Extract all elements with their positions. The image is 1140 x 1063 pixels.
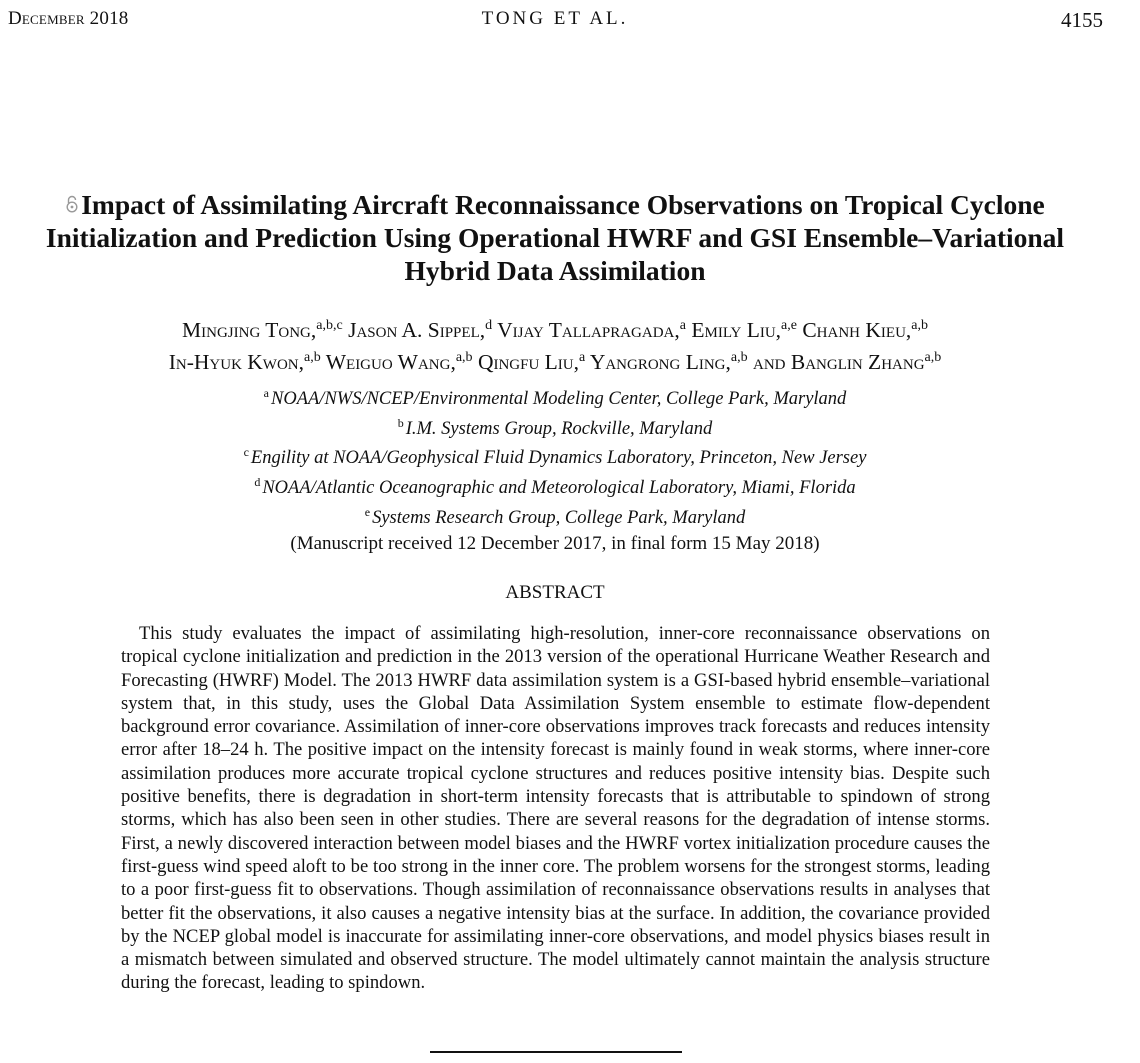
- page-number: 4155: [1061, 8, 1103, 32]
- manuscript-dates: (Manuscript received 12 December 2017, in final form 15 May 2018): [290, 533, 820, 554]
- article-title-text: Impact of Assimilating Aircraft Reconnaissance Observations on Tropical Cyclone Initialization and Prediction Using Operational HWRF and GSI Ensemble–Variational Hybrid Data Assimilation: [45, 189, 1065, 286]
- affiliation: [0, 412, 1110, 442]
- abstract-text: This study evaluates the impact of assimilating high-resolution, inner-core reconnaissance observations on tropical cyclone initialization and prediction in the 2013 version of the operational Hurricane Weather Research and Forecasting (HWRF) Model. The 2013 HWRF data assimilation system is a GSI-based hybrid ensemble–variational system that, in this study, uses the Global Data Assimilation System ensemble to estimate flow-dependent background error covariance. Assimilation of inner-core observations improves track forecasts and reduces intensity error after 18–24 h. The positive impact on the intensity forecast is mainly found in weak storms, where inner-core assimilation produces more accurate tropical cyclone structures and reduces positive intensity bias. Despite such positive benefits, there is degradation in short-term intensity forecasts that is attributable to spindown of strong storms, which has also been seen in other studies. There are several reasons for the degradation of intense storms. First, a newly discovered interaction between model biases and the HWRF vortex initialization procedure causes the first-guess wind speed aloft to be too strong in the inner core. The problem worsens for the strongest storms, leading to a poor first-guess fit to observations. Though assimilation of reconnaissance observations results in analyses that better fit the observations, it also causes a negative intensity bias at the surface. In addition, the covariance provided by the NCEP global model is inaccurate for assimilating inner-core observations, and model physics biases result in a mismatch between simulated and observed structure. The model ultimately cannot maintain the analysis structure during the forecast, leading to spindown.: [121, 623, 990, 994]
- affiliation-mark: d: [254, 474, 261, 489]
- open-access-lock-icon: [65, 188, 79, 208]
- affiliation-text: NOAA/NWS/NCEP/Environmental Modeling Center, College Park, Maryland: [271, 389, 847, 410]
- affiliation-mark: b: [397, 415, 404, 430]
- running-head-date: December 2018: [8, 8, 129, 29]
- author: Mingjing Tong,: [182, 318, 317, 343]
- author: Weiguo Wang,: [325, 350, 456, 375]
- author-affiliation-marks: a,b: [911, 318, 928, 333]
- affiliation: [0, 471, 1110, 501]
- author: Yangrong Ling,: [589, 350, 731, 375]
- affiliation-text: NOAA/Atlantic Oceanographic and Meteorological Laboratory, Miami, Florida: [262, 478, 856, 499]
- author-affiliation-marks: a,e: [781, 318, 797, 333]
- running-head-authors: TONG ET AL.: [481, 8, 629, 29]
- affiliation: [0, 501, 1110, 531]
- author: Vijay Tallapragada,: [497, 318, 680, 343]
- author: and Banglin Zhang: [752, 350, 925, 375]
- affiliation-mark: a: [263, 386, 269, 400]
- affiliation-text: Systems Research Group, College Park, Maryland: [372, 507, 746, 528]
- affiliation-mark: e: [364, 504, 371, 519]
- author: Qingfu Liu,: [477, 350, 580, 375]
- affiliation-text: I.M. Systems Group, Rockville, Maryland: [405, 418, 713, 439]
- affiliation-text: Engility at NOAA/Geophysical Fluid Dynamics Laboratory, Princeton, New Jersey: [250, 448, 867, 469]
- article-title: [10, 188, 1100, 287]
- author-affiliation-marks: a,b,c: [316, 318, 343, 333]
- affiliation-mark: c: [243, 445, 249, 460]
- author: Chanh Kieu,: [802, 318, 912, 343]
- section-divider: [430, 1051, 682, 1053]
- abstract-heading: ABSTRACT: [505, 582, 605, 603]
- author-affiliation-marks: a,b: [730, 350, 748, 366]
- author-list: [0, 312, 1110, 376]
- author-affiliation-marks: a,b: [304, 350, 321, 366]
- author: In-Hyuk Kwon,: [168, 350, 305, 375]
- author-affiliation-marks: a: [679, 318, 686, 333]
- author-affiliation-marks: d: [485, 318, 493, 333]
- author-affiliation-marks: a,b: [455, 350, 473, 366]
- affiliation: [0, 441, 1110, 471]
- author: Emily Liu,: [691, 318, 782, 343]
- author-affiliation-marks: a: [579, 350, 586, 366]
- author-affiliation-marks: a,b: [924, 350, 942, 366]
- author: Jason A. Sippel,: [348, 318, 486, 343]
- affiliation: [0, 382, 1110, 412]
- affiliation-list: [0, 382, 1110, 530]
- running-head: [0, 8, 1140, 32]
